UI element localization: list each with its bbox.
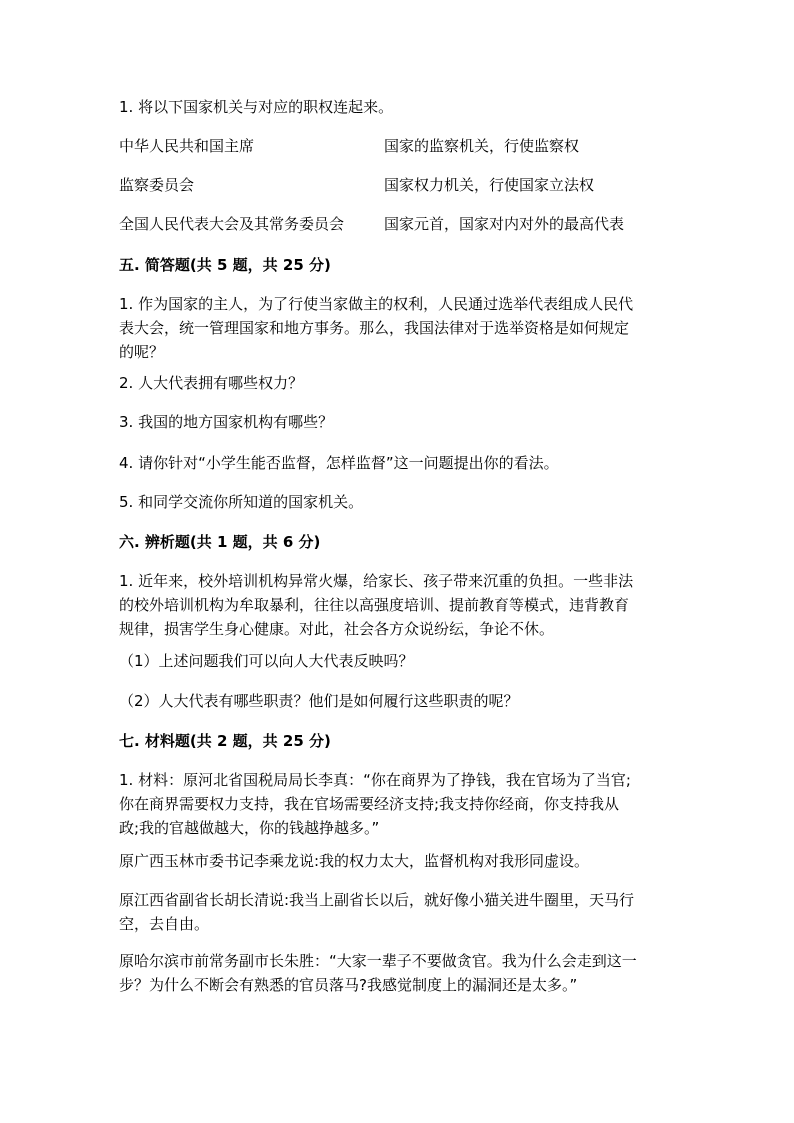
section7-p4-line: 原哈尔滨市前常务副市长朱胜：“大家一辈子不要做贪官。我为什么会走到这一 — [119, 952, 637, 970]
section5-question-1 — [119, 292, 679, 364]
matching-left-1: 中华人民共和国主席 — [119, 137, 255, 155]
section5-question-3: 3. 我国的地方国家机构有哪些？ — [119, 413, 334, 431]
section7-heading: 七. 材料题(共 2 题，共 25 分) — [119, 732, 331, 750]
section6-heading: 六. 辨析题(共 1 题，共 6 分) — [119, 533, 321, 551]
section7-question-1 — [119, 768, 679, 840]
section5-question-4: 4. 请你针对“小学生能否监督，怎样监督”这一问题提出你的看法。 — [119, 454, 559, 472]
section7-q1-line: 政;我的官越做越大，你的钱越挣越多。” — [119, 819, 380, 837]
section5-q1-line: 1. 作为国家的主人，为了行使当家做主的权利，人民通过选举代表组成人民代 — [119, 295, 634, 313]
section6-subquestion-1: （1）上述问题我们可以向人大代表反映吗？ — [119, 652, 414, 670]
section5-question-5: 5. 和同学交流你所知道的国家机关。 — [119, 493, 364, 511]
section6-question-1 — [119, 569, 679, 641]
section6-q1-line: 1. 近年来，校外培训机构异常火爆，给家长、孩子带来沉重的负担。一些非法 — [119, 572, 634, 590]
section6-q1-line: 规律，损害学生身心健康。对此，社会各方众说纷纭，争论不休。 — [119, 620, 555, 638]
matching-right-2: 国家权力机关，行使国家立法权 — [384, 176, 595, 194]
section7-p3-line: 原江西省副省长胡长清说:我当上副省长以后，就好像小猫关进牛圈里，天马行 — [119, 891, 635, 909]
section7-q1-line: 你在商界需要权力支持，我在官场需要经济支持;我支持你经商，你支持我从 — [119, 795, 620, 813]
section5-question-2: 2. 人大代表拥有哪些权力？ — [119, 374, 304, 392]
section7-p3-line: 空，去自由。 — [119, 915, 210, 933]
section7-q1-line: 1. 材料：原河北省国税局局长李真：“你在商界为了挣钱，我在官场为了当官; — [119, 771, 631, 789]
section6-subquestion-2: （2）人大代表有哪些职责？他们是如何履行这些职责的呢？ — [119, 692, 519, 710]
matching-left-3: 全国人民代表大会及其常务委员会 — [119, 215, 345, 233]
section7-paragraph-2: 原广西玉林市委书记李乘龙说:我的权力太大，监督机构对我形同虚设。 — [119, 852, 590, 870]
matching-question: 1. 将以下国家机关与对应的职权连起来。 — [119, 98, 394, 116]
matching-right-1: 国家的监察机关，行使监察权 — [384, 137, 580, 155]
matching-left-2: 监察委员会 — [119, 176, 195, 194]
section5-q1-line: 表大会，统一管理国家和地方事务。那么，我国法律对于选举资格是如何规定 — [119, 319, 630, 337]
matching-right-3: 国家元首，国家对内对外的最高代表 — [384, 215, 625, 233]
section7-paragraph-4 — [119, 949, 679, 997]
section7-p4-line: 步？为什么不断会有熟悉的官员落马?我感觉制度上的漏洞还是太多。” — [119, 976, 578, 994]
section5-q1-line: 的呢？ — [119, 343, 165, 361]
section7-paragraph-3 — [119, 888, 679, 936]
section5-heading: 五. 简答题(共 5 题，共 25 分) — [119, 256, 331, 274]
section6-q1-line: 的校外培训机构为牟取暴利，往往以高强度培训、提前教育等模式，违背教育 — [119, 596, 630, 614]
